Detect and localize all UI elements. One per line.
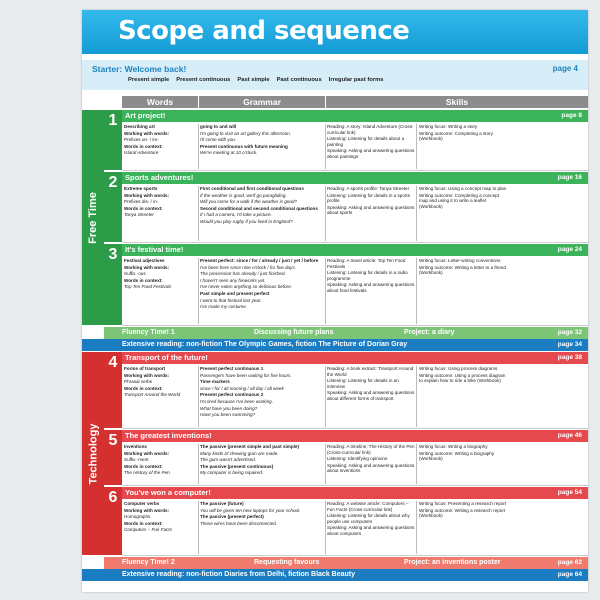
skills-cell-line: Listening: Listening for details about a painting xyxy=(327,136,405,147)
theme-label: Free Time xyxy=(87,191,99,244)
grammar-cell-line: The passive (present simple and past simple) xyxy=(200,444,300,449)
writing-cell-line: Writing outcome: Using a process diagram to explain how to ride a bike (Workbook) xyxy=(419,372,506,384)
grammar-cell-line: Present continuous with future meaning xyxy=(200,143,288,149)
words-cell-line: Working with words: xyxy=(124,192,170,198)
column-divider xyxy=(325,186,326,241)
words-cell xyxy=(124,186,198,241)
grammar-cell-line: The procession has already / just finished. xyxy=(200,271,286,277)
grammar-cell-line: I'm going to visit an art gallery this afternoon. xyxy=(200,130,292,136)
skills-cell-line: Speaking: Asking and answering questions about sports xyxy=(327,204,415,216)
words-cell xyxy=(124,124,198,169)
starter-label: Starter: Welcome back! xyxy=(92,64,187,74)
grammar-cell-line: You will be given ten new laptops for your school. xyxy=(200,507,301,513)
grammar-cell-line: I've been here since nine o'clock / for five days. xyxy=(200,264,296,270)
column-divider xyxy=(416,186,417,241)
unit-page: page 8 xyxy=(561,112,582,119)
unit-header xyxy=(122,172,588,184)
column-divider xyxy=(198,124,199,169)
row-divider xyxy=(122,555,588,556)
extensive-reading-text: Extensive reading: non-fiction Diaries from Delhi, fiction Black Beauty xyxy=(122,571,355,578)
title-bar xyxy=(82,10,588,54)
words-cell-line: Working with words: xyxy=(124,372,170,378)
column-divider xyxy=(325,366,326,427)
fluency-bar-1 xyxy=(104,327,588,339)
words-cell-line: Suffix -ment xyxy=(124,457,149,463)
skills-cell-line: Listening: Listening for details about why people use computers xyxy=(327,513,410,524)
grammar-cell-line: Present perfect continuous 1 xyxy=(200,366,264,371)
grammar-cell-line: I'm tired because I've been working. xyxy=(200,398,273,404)
words-cell-line: Prefixes dis- / in- xyxy=(124,199,159,205)
column-divider xyxy=(325,444,326,484)
unit-number: 6 xyxy=(104,487,122,555)
starter-item: Past continuous xyxy=(276,77,322,83)
grammar-cell xyxy=(200,124,324,169)
words-cell xyxy=(124,444,198,484)
skills-cell-line: Speaking: Asking and answering questions about paintings xyxy=(327,148,415,159)
words-cell-line: Tanya Streeter xyxy=(124,212,154,218)
unit-number: 5 xyxy=(104,430,122,485)
writing-cell-line: Writing focus: Letter-writing conventions xyxy=(419,258,501,263)
unit-number: 1 xyxy=(104,110,122,170)
skills-cell-line: Speaking: Asking and answering questions about inventions xyxy=(327,462,415,474)
skills-cell xyxy=(327,258,415,324)
unit-title: You've won a computer! xyxy=(125,488,211,497)
column-divider xyxy=(325,124,326,169)
words-cell-line: Forms of transport xyxy=(124,366,166,371)
fluency-topic: Requesting favours xyxy=(254,559,320,566)
writing-cell xyxy=(419,124,509,169)
unit-header xyxy=(122,244,588,256)
unit-header xyxy=(122,352,588,364)
words-cell-line: Prefixes un- / im- xyxy=(124,137,159,143)
starter-item: Present continuous xyxy=(176,77,231,83)
writing-cell-line: Writing outcome: Writing a biography (Workbook) xyxy=(419,450,495,462)
grammar-cell xyxy=(200,501,324,554)
writing-cell-line: Writing focus: Writing a story xyxy=(419,124,478,129)
fluency-topic: Discussing future plans xyxy=(254,329,334,336)
writing-cell-line: Writing focus: Using a concept map to plan xyxy=(419,186,507,191)
words-cell-line: Phrasal verbs xyxy=(124,379,153,385)
grammar-cell-line: My computer is being repaired. xyxy=(200,470,264,476)
skills-cell-line: Reading: A travel article: Top Ten Food Festivals xyxy=(327,258,406,269)
fluency-page: page 32 xyxy=(557,329,582,336)
skills-cell-line: Speaking: Asking and answering questions about different forms of transport xyxy=(327,390,415,401)
fluency-label: Fluency Time! 2 xyxy=(122,559,175,566)
grammar-cell-line: The gum wasn't advertised. xyxy=(200,457,257,463)
words-cell-line: Working with words: xyxy=(124,450,170,456)
extensive-reading-text: Extensive reading: non-fiction The Olympic Games, fiction The Picture of Dorian Gray xyxy=(122,341,408,348)
words-cell-line: Words in context: xyxy=(124,205,163,211)
words-cell-line: Computers – Fun Facts xyxy=(124,527,172,533)
starter-item: Irregular past forms xyxy=(328,77,384,83)
writing-cell xyxy=(419,366,509,427)
words-cell-line: Words in context: xyxy=(124,385,163,391)
words-cell-line: Festival adjectives xyxy=(124,258,165,263)
theme-technology xyxy=(82,352,104,555)
words-cell xyxy=(124,258,198,324)
column-divider xyxy=(416,258,417,324)
writing-cell-line: Writing outcome: Completing a story (Workbook) xyxy=(419,130,493,142)
unit-title: The greatest inventions! xyxy=(125,431,212,440)
words-cell xyxy=(124,366,198,427)
column-header-words: Words xyxy=(122,96,198,108)
words-cell-line: Top Ten Food Festivals xyxy=(124,284,172,290)
column-divider xyxy=(416,366,417,427)
grammar-cell-line: I went to that festival last year. xyxy=(200,297,262,303)
grammar-cell xyxy=(200,366,324,427)
theme-free-time xyxy=(82,110,104,325)
skills-cell-line: Reading: A story: Island Adventure (Cross-curricular link) xyxy=(327,124,414,135)
grammar-cell-line: going to and will xyxy=(200,124,237,129)
grammar-cell-line: Many kinds of chewing gum are made. xyxy=(200,450,279,456)
extensive-reading-page: page 34 xyxy=(557,341,582,348)
unit-page: page 24 xyxy=(557,246,582,253)
grammar-cell-line: I've never eaten anything so delicious before. xyxy=(200,284,293,290)
row-divider xyxy=(122,428,588,429)
column-divider xyxy=(198,366,199,427)
column-divider xyxy=(198,186,199,241)
unit-header xyxy=(122,430,588,442)
grammar-cell-line: Would you play rugby if you lived in England? xyxy=(200,218,293,224)
skills-cell-line: Listening: Listening for details in an interview xyxy=(327,378,399,389)
words-cell-line: Computer verbs xyxy=(124,501,160,506)
grammar-cell-line: I've made my costume. xyxy=(200,304,248,310)
writing-cell-line: Writing focus: Using process diagrams xyxy=(419,366,498,371)
grammar-cell-line: If I had a camera, I'd take a picture. xyxy=(200,212,272,218)
grammar-cell-line: If the weather is good, we'll go paragliding. xyxy=(200,192,287,198)
skills-cell-line: Listening: Identifying opinions xyxy=(327,456,388,462)
grammar-cell-line: The passive (present perfect) xyxy=(200,514,264,520)
skills-cell-line: Speaking: Asking and answering questions about computers xyxy=(327,525,415,536)
words-cell-line: Suffix -ous xyxy=(124,271,146,277)
words-cell-line: Words in context: xyxy=(124,463,163,469)
row-divider xyxy=(122,170,588,171)
grammar-cell-line: since / for / all morning / all day / all week xyxy=(200,385,284,391)
unit-title: Transport of the future! xyxy=(125,353,208,362)
grammar-cell-line: Past simple and present perfect xyxy=(200,290,270,296)
grammar-cell-line: The passive (present continuous) xyxy=(200,463,274,469)
column-divider xyxy=(198,258,199,324)
extensive-reading-page: page 64 xyxy=(557,571,582,578)
unit-page: page 46 xyxy=(557,432,582,439)
column-divider xyxy=(198,501,199,554)
grammar-cell-line: I'll come with you. xyxy=(200,137,237,143)
writing-cell-line: Writing outcome: Writing a letter to a friend (Workbook) xyxy=(419,264,506,276)
unit-page: page 16 xyxy=(557,174,582,181)
writing-cell xyxy=(419,444,509,484)
skills-cell-line: Speaking: Asking and answering questions about food festivals xyxy=(327,282,415,293)
words-cell xyxy=(124,501,198,554)
fluency-label: Fluency Time! 1 xyxy=(122,329,175,336)
skills-cell-line: Listening: Listening for details in a radio programme xyxy=(327,270,408,281)
unit-title: It's festival time! xyxy=(125,245,184,254)
grammar-cell-line: Passengers have been waiting for five hours. xyxy=(200,372,292,378)
fluency-project: Project: an inventions poster xyxy=(404,559,501,566)
skills-cell xyxy=(327,366,415,427)
column-divider xyxy=(198,444,199,484)
unit-title: Art project! xyxy=(125,111,166,120)
skills-cell xyxy=(327,444,415,484)
words-cell-line: Words in context: xyxy=(124,520,163,526)
skills-cell-line: Reading: A website article: Computers – Fun Facts (Cross-curricular link) xyxy=(327,501,409,512)
words-cell-line: Working with words: xyxy=(124,507,170,513)
writing-cell-line: Writing focus: Writing a biography xyxy=(419,444,488,449)
page-title: Scope and sequence xyxy=(118,16,410,46)
unit-number: 4 xyxy=(104,352,122,428)
grammar-cell-line: Time markers xyxy=(200,379,230,385)
unit-number: 3 xyxy=(104,244,122,325)
starter-page: page 4 xyxy=(552,64,578,73)
grammar-cell-line: We're meeting at 10 o'clock. xyxy=(200,150,258,156)
grammar-cell-line: The passive (future) xyxy=(200,501,244,506)
unit-header xyxy=(122,110,588,122)
words-cell-line: Working with words: xyxy=(124,130,170,136)
unit-page: page 54 xyxy=(557,489,582,496)
grammar-cell xyxy=(200,258,324,324)
skills-cell-line: Reading: A sports profile: Tanya Streeter xyxy=(327,186,410,191)
writing-cell-line: Writing outcome: Writing a research report (Workbook) xyxy=(419,507,506,519)
grammar-cell-line: Second conditional and second conditional questions xyxy=(200,205,318,211)
words-cell-line: Homographs xyxy=(124,514,151,520)
column-divider xyxy=(325,258,326,324)
extensive-reading-bar-1 xyxy=(82,339,588,351)
starter-items xyxy=(128,77,383,83)
fluency-page: page 62 xyxy=(557,559,582,566)
theme-label: Technology xyxy=(87,423,100,484)
fluency-project: Project: a diary xyxy=(404,329,455,336)
writing-cell xyxy=(419,258,509,324)
grammar-cell-line: First conditional and first conditional questions xyxy=(200,186,304,191)
grammar-cell-line: Have you been swimming? xyxy=(200,412,256,418)
row-divider xyxy=(122,242,588,243)
grammar-cell xyxy=(200,186,324,241)
writing-cell xyxy=(419,501,509,554)
column-header-grammar: Grammar xyxy=(199,96,325,108)
words-cell-line: Describing art xyxy=(124,124,155,129)
fluency-bar-2 xyxy=(104,557,588,569)
starter-row xyxy=(82,60,588,90)
words-cell-line: Working with words: xyxy=(124,264,170,270)
row-divider xyxy=(122,325,588,326)
scope-sequence-page xyxy=(82,10,588,592)
writing-cell xyxy=(419,186,509,241)
words-cell-line: Extreme sports xyxy=(124,186,158,191)
column-divider xyxy=(325,501,326,554)
extensive-reading-bar-2 xyxy=(82,569,588,581)
unit-header xyxy=(122,487,588,499)
column-divider xyxy=(416,501,417,554)
column-divider xyxy=(416,444,417,484)
unit-title: Sports adventures! xyxy=(125,173,194,182)
skills-cell xyxy=(327,124,415,169)
skills-cell xyxy=(327,186,415,241)
words-cell-line: Words in context: xyxy=(124,277,163,283)
words-cell-line: Island Adventure xyxy=(124,150,159,156)
skills-cell-line: Listening: Listening for details in a sports profile xyxy=(327,192,410,204)
skills-cell-line: Reading: A timeline: The History of the Pen (Cross-curricular link) xyxy=(327,444,415,455)
starter-item: Past simple xyxy=(237,77,270,83)
skills-cell xyxy=(327,501,415,554)
grammar-cell xyxy=(200,444,324,484)
column-header-skills: Skills xyxy=(326,96,588,108)
words-cell-line: Words in context: xyxy=(124,143,163,149)
grammar-cell-line: I haven't seen any fireworks yet. xyxy=(200,277,266,283)
grammar-cell-line: These wires have been disconnected. xyxy=(200,520,278,526)
writing-cell-line: Writing focus: Presenting a research report xyxy=(419,501,507,506)
unit-page: page 38 xyxy=(557,354,582,361)
grammar-cell-line: Present perfect: since / for / already / just / yet / before xyxy=(200,258,319,263)
unit-number: 2 xyxy=(104,172,122,242)
column-divider xyxy=(416,124,417,169)
grammar-cell-line: Will you come for a walk if the weather is good? xyxy=(200,199,297,205)
grammar-cell-line: What have you been doing? xyxy=(200,405,258,411)
grammar-cell-line: Present perfect continuous 2 xyxy=(200,392,264,398)
row-divider xyxy=(122,485,588,486)
starter-item: Present simple xyxy=(128,77,170,83)
skills-cell-line: Reading: A book extract: Transport Around the World xyxy=(327,366,414,377)
words-cell-line: The History of the Pen xyxy=(124,470,170,476)
words-cell-line: Inventions xyxy=(124,444,147,449)
words-cell-line: Transport Around the World xyxy=(124,392,181,398)
writing-cell-line: Writing outcome: Completing a concept map and using it to write a leaflet (Workbook) xyxy=(419,192,500,209)
